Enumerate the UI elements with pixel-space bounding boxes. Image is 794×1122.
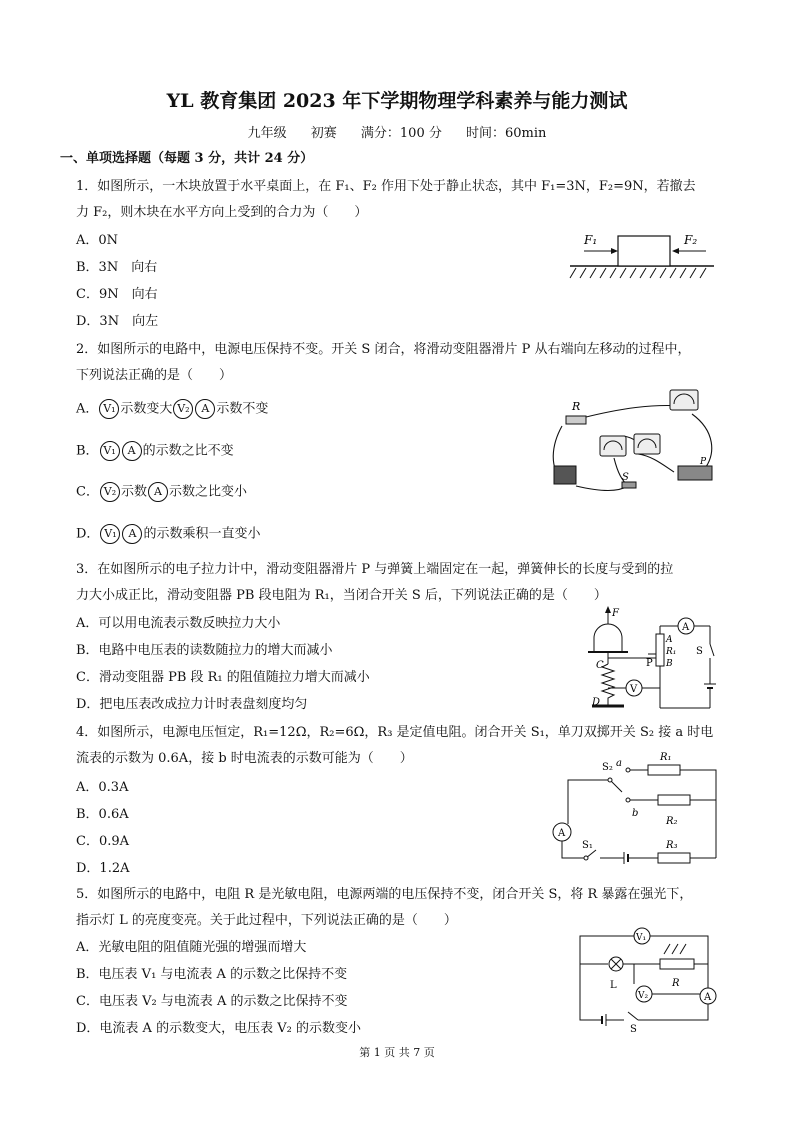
q1-option-b: B．3N 向右	[76, 260, 158, 275]
voltmeter-v1-icon: V₁	[100, 441, 120, 461]
q2-a-prefix: A．	[76, 401, 99, 417]
q4-circuit-figure	[548, 744, 724, 868]
ammeter-icon: A	[122, 441, 142, 461]
r1-label: R₁	[666, 647, 677, 657]
page-number: 第 1 页 共 7 页	[359, 1046, 435, 1059]
voltmeter-v2-icon: V₂	[173, 399, 193, 419]
q3-option-d: D．把电压表改成拉力计时表盘刻度均匀	[76, 697, 308, 712]
q2-c-mid: 示数	[120, 484, 147, 500]
q2-d-prefix: D．	[76, 526, 100, 542]
q4-option-b: B．0.6A	[76, 807, 129, 822]
grade: 九年级	[247, 126, 287, 141]
q2-option-c	[76, 482, 247, 502]
q4-stem-1: 4．如图所示，电源电压恒定，R₁=12Ω，R₂=6Ω，R₃ 是定值电阻。闭合开关 S₁，单刀双掷开关 S₂ 接 a 时电	[76, 725, 714, 740]
s-label: S	[630, 1024, 637, 1034]
meter-top	[670, 390, 698, 410]
s1-label: S₁	[582, 840, 593, 851]
q5-option-d: D．电流表 A 的示数变大，电压表 V₂ 的示数变小	[76, 1021, 361, 1036]
switch-s	[710, 644, 714, 656]
c-label: C	[596, 660, 604, 671]
section-heading: 一、单项选择题（每题 3 分，共计 24 分）	[60, 151, 314, 166]
q2-stem-1: 2．如图所示的电路中，电源电压保持不变。开关 S 闭合，将滑动变阻器滑片 P 从右端向左移动的过程中，	[76, 342, 691, 357]
ammeter-icon: A	[122, 524, 142, 544]
ammeter-icon: A	[148, 482, 168, 502]
a-label: a	[616, 758, 622, 769]
rheostat-r1	[656, 634, 664, 666]
battery	[554, 466, 576, 484]
f1-label: F₁	[584, 233, 598, 247]
q2-circuit-figure	[542, 384, 722, 504]
q1-stem-2: 力 F₂，则木块在水平方向上受到的合力为（ ）	[76, 205, 368, 220]
q4-option-a: A．0.3A	[76, 780, 129, 795]
r-label: R	[572, 400, 581, 413]
meter-left	[600, 436, 626, 456]
q5-option-a: A．光敏电阻的阻值随光强的增强而增大	[76, 940, 307, 955]
voltmeter-v2-icon: V₂	[100, 482, 120, 502]
q1-stem-1: 1．如图所示，一木块放置于水平桌面上，在 F₁、F₂ 作用下处于静止状态，其中 F₁=3N，F₂=9N，若撤去	[76, 179, 696, 194]
b-label: B	[666, 659, 673, 669]
q1-option-c: C．9N 向右	[76, 287, 158, 302]
round: 初赛	[310, 126, 337, 141]
p-label: P	[646, 658, 653, 669]
voltmeter-label: V	[630, 684, 638, 695]
q2-d-suffix: 的示数乘积一直变小	[143, 526, 261, 542]
r2-label: R₂	[666, 816, 678, 827]
q2-c-suffix: 示数之比变小	[168, 484, 247, 500]
a-label: A	[666, 635, 673, 645]
q2-option-d	[76, 524, 260, 544]
q5-option-c: C．电压表 V₂ 与电流表 A 的示数之比保持不变	[76, 994, 348, 1009]
resistor-r	[566, 416, 586, 424]
q2-b-prefix: B．	[76, 443, 99, 459]
f-label: F	[612, 608, 619, 619]
switch-s	[628, 1012, 638, 1020]
q5-stem-1: 5．如图所示的电路中，电阻 R 是光敏电阻，电源两端的电压保持不变，闭合开关 S，将 R 暴露在强光下，	[76, 887, 693, 902]
q2-c-prefix: C．	[76, 484, 99, 500]
resistor-r1	[648, 765, 680, 775]
d-label: D	[592, 697, 601, 708]
q4-option-d: D．1.2A	[76, 861, 130, 876]
q1-option-d: D．3N 向左	[76, 314, 159, 329]
ammeter-label: A	[558, 828, 566, 839]
l-label: L	[610, 980, 617, 991]
photoresistor-r	[660, 959, 694, 969]
r1-label: R₁	[660, 752, 672, 763]
q4-stem-2: 流表的示数为 0.6A，接 b 时电流表的示数可能为（ ）	[76, 751, 413, 766]
q2-option-b	[76, 441, 234, 461]
q1-option-a: A．0N	[76, 233, 119, 248]
exam-info	[0, 122, 794, 141]
q3-option-a: A．可以用电流表示数反映拉力大小	[76, 616, 281, 631]
q3-option-b: B．电路中电压表的读数随拉力的增大而减小	[76, 643, 333, 658]
q2-a-mid: 示数变大	[120, 401, 173, 417]
q3-option-c: C．滑动变阻器 PB 段 R₁ 的阻值随拉力增大而减小	[76, 670, 370, 685]
wood-block	[618, 236, 670, 266]
q3-force-meter-figure	[574, 604, 724, 716]
q1-block-figure	[566, 228, 716, 284]
ammeter-label: A	[682, 622, 690, 633]
page-title: YL 教育集团 2023 年下学期物理学科素养与能力测试	[166, 90, 628, 112]
q3-stem-1: 3．在如图所示的电子拉力计中，滑动变阻器滑片 P 与弹簧上端固定在一起，弹簧伸长的长度与受到的拉	[76, 562, 674, 577]
s-label: S	[622, 472, 629, 483]
q2-a-suffix: 示数不变	[216, 401, 269, 417]
meter-right	[634, 434, 660, 454]
q5-option-b: B．电压表 V₁ 与电流表 A 的示数之比保持不变	[76, 967, 348, 982]
q5-circuit-figure	[574, 924, 724, 1034]
q3-stem-2: 力大小成正比，滑动变阻器 PB 段电阻为 R₁，当闭合开关 S 后，下列说法正确的是（ ）	[76, 588, 607, 603]
ammeter-icon: A	[195, 399, 215, 419]
q5-stem-2: 指示灯 L 的亮度变亮。关于此过程中，下列说法正确的是（ ）	[76, 913, 457, 928]
s-label: S	[696, 646, 703, 657]
b-label: b	[632, 808, 639, 819]
voltmeter-v1-icon: V₁	[99, 399, 119, 419]
q2-option-a	[76, 399, 268, 419]
resistor-r2	[658, 795, 690, 805]
rheostat	[678, 466, 712, 480]
p-label: P	[700, 457, 707, 467]
q4-option-c: C．0.9A	[76, 834, 130, 849]
s2-label: S₂	[602, 762, 613, 773]
ammeter-label: A	[704, 992, 712, 1003]
r3-label: R₃	[666, 840, 678, 851]
v1-label: V₁	[636, 933, 647, 943]
v2-label: V₂	[638, 991, 649, 1001]
voltmeter-v1-icon: V₁	[100, 524, 120, 544]
q2-stem-2: 下列说法正确的是（ ）	[76, 368, 233, 383]
resistor-r3	[658, 853, 690, 863]
q2-b-suffix: 的示数之比不变	[142, 443, 234, 459]
r-label: R	[672, 978, 680, 989]
f2-label: F₂	[684, 233, 698, 247]
time-limit: 时间：60min	[466, 126, 547, 141]
full-score: 满分：100 分	[360, 126, 442, 141]
